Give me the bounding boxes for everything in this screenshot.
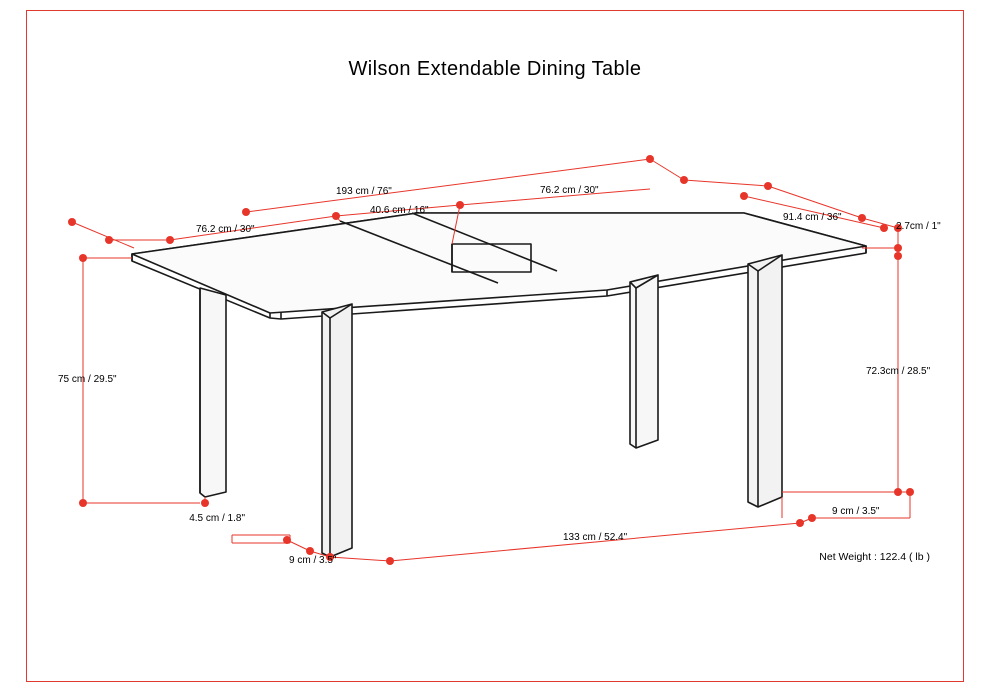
dim-table-height-right: 72.3cm / 28.5" [866,366,931,377]
dim-top-depth: 91.4 cm / 36" [783,212,842,223]
page-title: Wilson Extendable Dining Table [348,58,642,80]
dim-top-width-total: 193 cm / 76" [336,186,392,197]
net-weight-label: Net Weight : 122.4 ( lb ) [819,551,930,563]
dim-leg-width-front: 9 cm / 3.5" [289,555,337,566]
dim-table-height-left: 75 cm / 29.5" [58,374,117,385]
dim-top-thickness: 2.7cm / 1" [896,221,941,232]
dim-top-right-half: 76.2 cm / 30" [540,185,599,196]
dim-top-left-half: 76.2 cm / 30" [196,224,255,235]
dim-base-length: 133 cm / 52.4" [563,532,628,543]
dim-leg-thickness: 4.5 cm / 1.8" [189,513,245,524]
dim-leg-depth-right: 9 cm / 3.5" [832,506,880,517]
dim-leaf-width: 40.6 cm / 16" [370,205,429,216]
